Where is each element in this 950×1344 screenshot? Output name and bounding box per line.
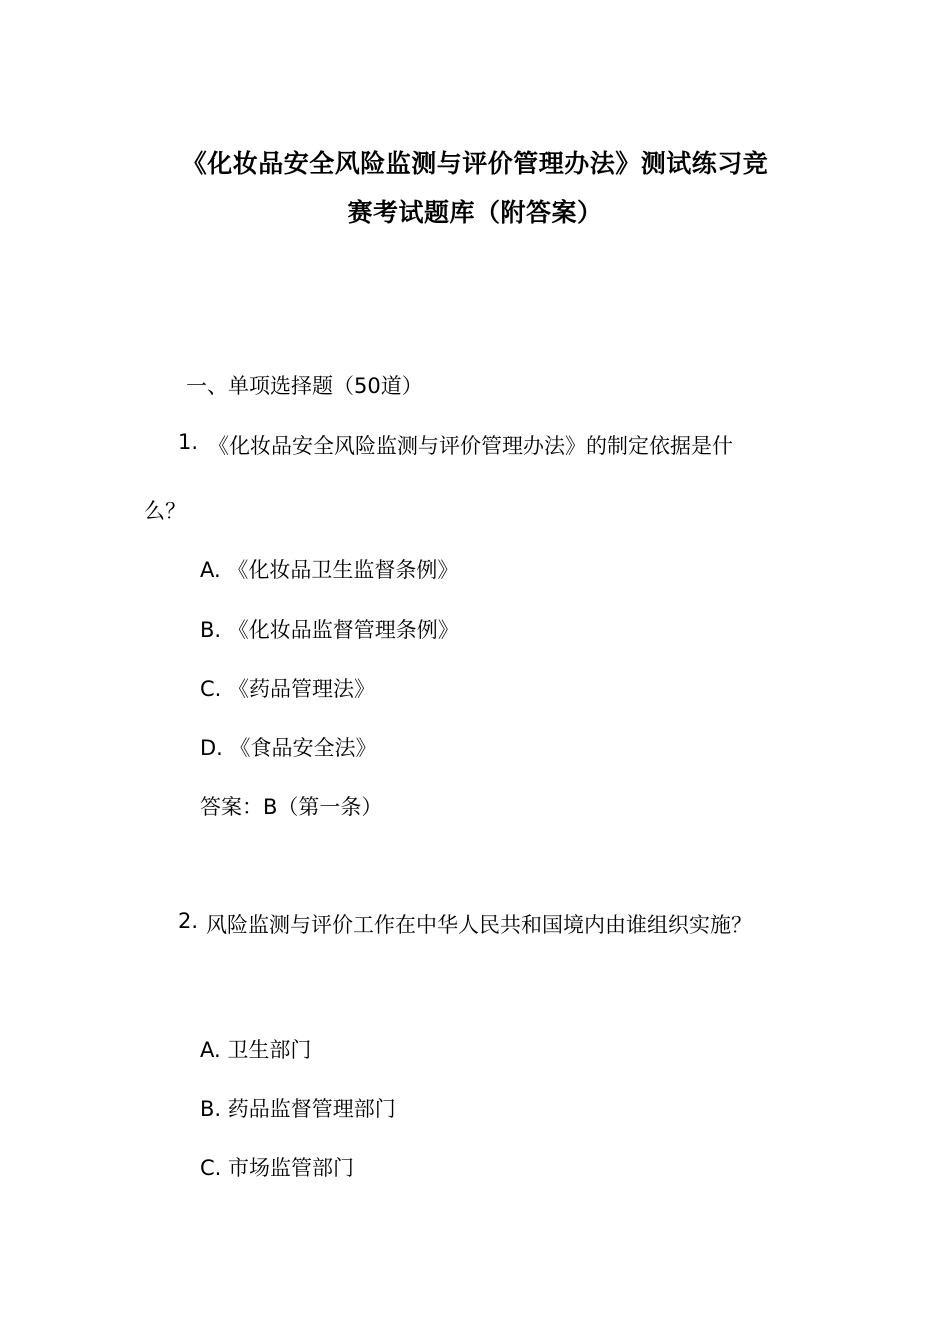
question-number: 1. [178,430,199,454]
option-d [200,732,377,762]
option-text: 《药品管理法》 [228,677,376,701]
option-text: 卫生部门 [227,1038,312,1062]
option-label: C. [200,1156,222,1180]
option-text: 药品监督管理部门 [227,1097,396,1121]
option-label: C. [200,677,222,701]
option-a [200,1034,311,1064]
option-text: 《食品安全法》 [229,736,377,760]
question-number: 2. [178,909,199,933]
question-text-line-1: 《化妆品安全风险监测与评价管理办法》的制定依据是什 [208,434,733,458]
option-label: A. [200,1038,221,1062]
option-label: D. [200,736,223,760]
question-text-line-2: 么？ [144,499,186,523]
option-label: B. [200,618,222,642]
option-text: 《化妆品卫生监督条例》 [227,558,459,582]
section-heading: 一、单项选择题（50道） [186,374,423,398]
option-label: A. [200,558,221,582]
question-text-line-1: 风险监测与评价工作在中华人民共和国境内由谁组织实施？ [206,913,752,937]
document-title-line-1: 《化妆品安全风险监测与评价管理办法》测试练习竞 [181,149,769,178]
option-text: 市场监管部门 [228,1156,355,1180]
option-a [200,554,458,584]
document-title-line-2: 赛考试题库（附答案） [347,198,603,227]
option-c [200,1152,354,1182]
option-text: 《化妆品监督管理条例》 [227,618,459,642]
option-b [200,1093,396,1123]
option-b [200,614,459,644]
answer-text: 答案：B（第一条） [200,795,383,819]
option-label: B. [200,1097,222,1121]
option-c [200,673,375,703]
